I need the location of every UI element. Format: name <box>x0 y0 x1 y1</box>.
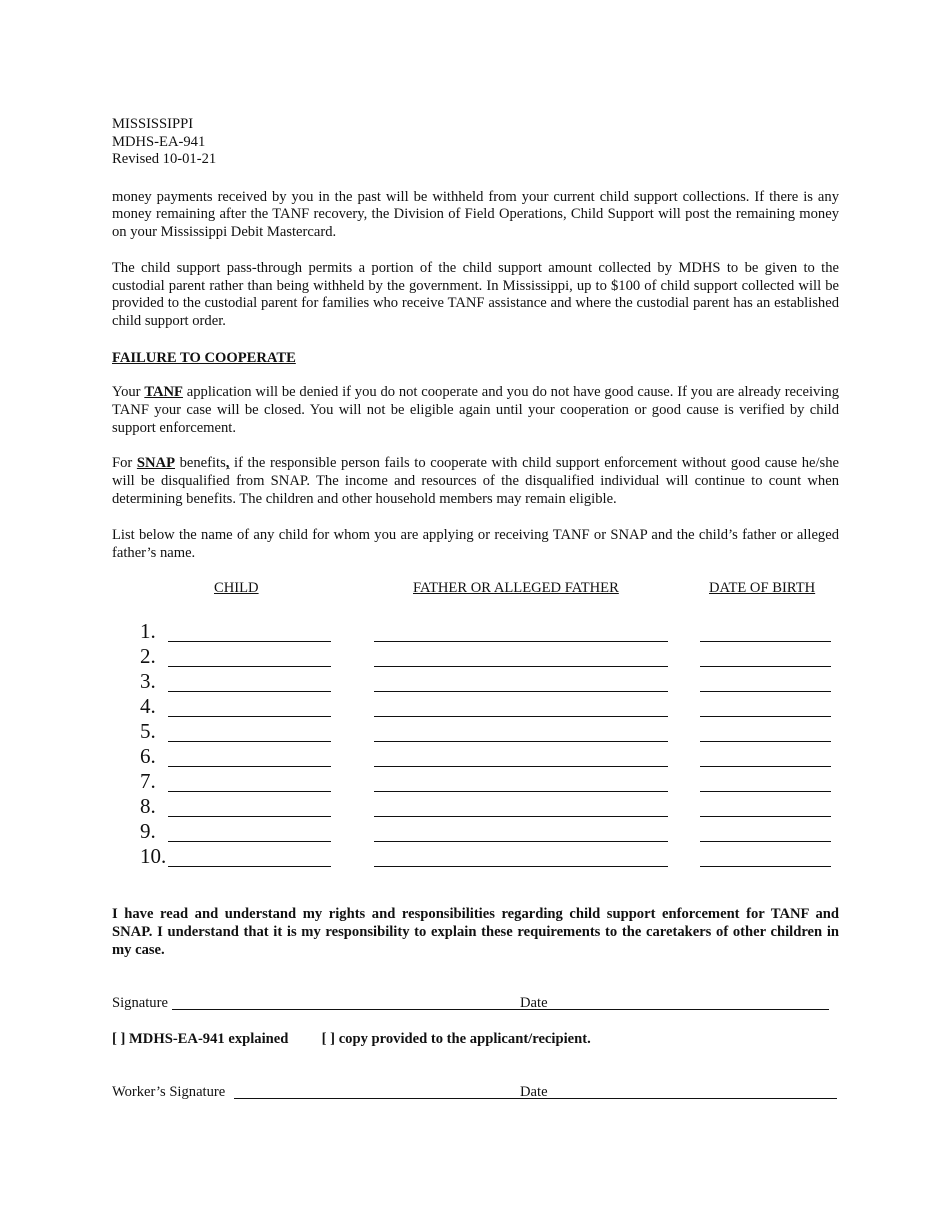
table-row <box>0 620 950 645</box>
acknowledgment-statement: I have read and understand my rights and responsibilities regarding child support enforcement for TANF and SNAP. I understand that it is my responsibility to explain these requirements to the caretakers of other children in my case. <box>112 906 839 958</box>
table-row <box>0 845 950 870</box>
row-number: 6. <box>140 744 156 768</box>
header-revised: Revised 10-01-21 <box>112 151 217 167</box>
tanf-intro: Your <box>112 384 141 401</box>
date-of-birth-field[interactable] <box>700 641 831 642</box>
snap-comma: , <box>225 455 230 472</box>
date-of-birth-field[interactable] <box>700 666 831 667</box>
child-name-field[interactable] <box>168 716 331 717</box>
column-header-father: FATHER OR ALLEGED FATHER <box>413 580 619 596</box>
date-of-birth-field[interactable] <box>700 766 831 767</box>
worker-date-label: Date <box>520 1084 548 1100</box>
row-number: 8. <box>140 794 156 818</box>
row-number: 9. <box>140 819 156 843</box>
column-header-dob: DATE OF BIRTH <box>709 580 816 596</box>
table-row <box>0 820 950 845</box>
father-name-field[interactable] <box>374 666 668 667</box>
worker-signature-label: Worker’s Signature <box>112 1084 226 1100</box>
paragraph-tanf-recovery: money payments received by you in the past will be withheld from your current child support collections. If there is any money remaining after the TANF recovery, the Division of Field Operations, Child Support will post the remaining money on your Mississippi Debit Mastercard. <box>112 188 839 241</box>
father-name-field[interactable] <box>374 741 668 742</box>
worker-signature-row <box>112 1083 852 1103</box>
father-name-field[interactable] <box>374 816 668 817</box>
snap-mid: benefits <box>175 455 226 472</box>
snap-keyword: SNAP <box>136 455 175 472</box>
section-title-failure: FAILURE TO COOPERATE <box>112 350 296 367</box>
snap-rest: if the responsible person fails to cooperate with child support enforcement without good cause he/she will be disqualified from SNAP. The income and resources of the disqualified individual will continue to count when determining benefits. The children and other household members may remain eligible. <box>112 455 839 508</box>
date-of-birth-field[interactable] <box>700 716 831 717</box>
date-of-birth-field[interactable] <box>700 691 831 692</box>
signature-row <box>112 994 852 1014</box>
column-header-child: CHILD <box>214 580 259 596</box>
row-number: 5. <box>140 719 156 743</box>
child-name-field[interactable] <box>168 816 331 817</box>
copy-provided-label: copy provided to the applicant/recipient. <box>338 1031 591 1047</box>
paragraph-list-instruction: List below the name of any child for whom you are applying or receiving TANF or SNAP and the child’s father or alleged father’s name. <box>112 526 839 561</box>
paragraph-pass-through: The child support pass-through permits a portion of the child support amount collected by MDHS to be given to the custodial parent rather than being withheld by the government. In Mississippi, up to $100 of child support collected will be provided to the custodial parent for families who receive TANF assistance and where the custodial parent has an established child support order. <box>112 259 839 330</box>
date-of-birth-field[interactable] <box>700 791 831 792</box>
child-name-field[interactable] <box>168 866 331 867</box>
document-body <box>112 116 839 562</box>
tanf-rest: application will be denied if you do not cooperate and you do not have good cause. If you are already receiving TANF your case will be closed. You will not be eligible again until your cooperation or good cause is verified by child support enforcement. <box>112 384 839 436</box>
child-name-field[interactable] <box>168 841 331 842</box>
header-form-id: MDHS-EA-941 <box>112 133 206 150</box>
father-name-field[interactable] <box>374 641 668 642</box>
date-of-birth-field[interactable] <box>700 841 831 842</box>
row-number: 3. <box>140 669 156 693</box>
row-number: 4. <box>140 694 156 718</box>
father-name-field[interactable] <box>374 716 668 717</box>
date-of-birth-field[interactable] <box>700 741 831 742</box>
table-row <box>0 670 950 695</box>
table-row <box>0 745 950 770</box>
date-of-birth-field[interactable] <box>700 816 831 817</box>
row-number: 10. <box>140 844 167 868</box>
child-name-field[interactable] <box>168 766 331 767</box>
father-name-field[interactable] <box>374 791 668 792</box>
table-row <box>0 770 950 795</box>
worker-checkboxes <box>112 1030 591 1048</box>
father-name-field[interactable] <box>374 841 668 842</box>
table-row <box>0 720 950 745</box>
table-row <box>0 645 950 670</box>
child-name-field[interactable] <box>168 641 331 642</box>
copy-provided-checkbox[interactable]: [ ] <box>321 1031 336 1047</box>
tanf-keyword: TANF <box>144 384 183 401</box>
date-of-birth-field[interactable] <box>700 866 831 867</box>
table-row <box>0 795 950 820</box>
signature-label: Signature <box>112 995 168 1011</box>
date-field[interactable] <box>550 1009 829 1010</box>
header-state: MISSISSIPPI <box>112 116 194 132</box>
child-name-field[interactable] <box>168 666 331 667</box>
worker-date-field[interactable] <box>550 1098 837 1099</box>
father-name-field[interactable] <box>374 866 668 867</box>
row-number: 7. <box>140 769 156 793</box>
child-name-field[interactable] <box>168 741 331 742</box>
date-label: Date <box>520 995 548 1011</box>
father-name-field[interactable] <box>374 691 668 692</box>
table-header <box>0 579 950 599</box>
father-name-field[interactable] <box>374 766 668 767</box>
paragraph-tanf-denial <box>112 384 839 437</box>
paragraph-snap-disqualification <box>112 455 839 508</box>
child-name-field[interactable] <box>168 691 331 692</box>
explained-checkbox[interactable]: [ ] <box>112 1031 126 1047</box>
child-name-field[interactable] <box>168 791 331 792</box>
snap-intro: For <box>112 455 133 472</box>
explained-label: MDHS-EA-941 explained <box>129 1031 289 1047</box>
row-number: 1. <box>140 619 156 643</box>
table-row <box>0 695 950 720</box>
row-number: 2. <box>140 644 156 668</box>
